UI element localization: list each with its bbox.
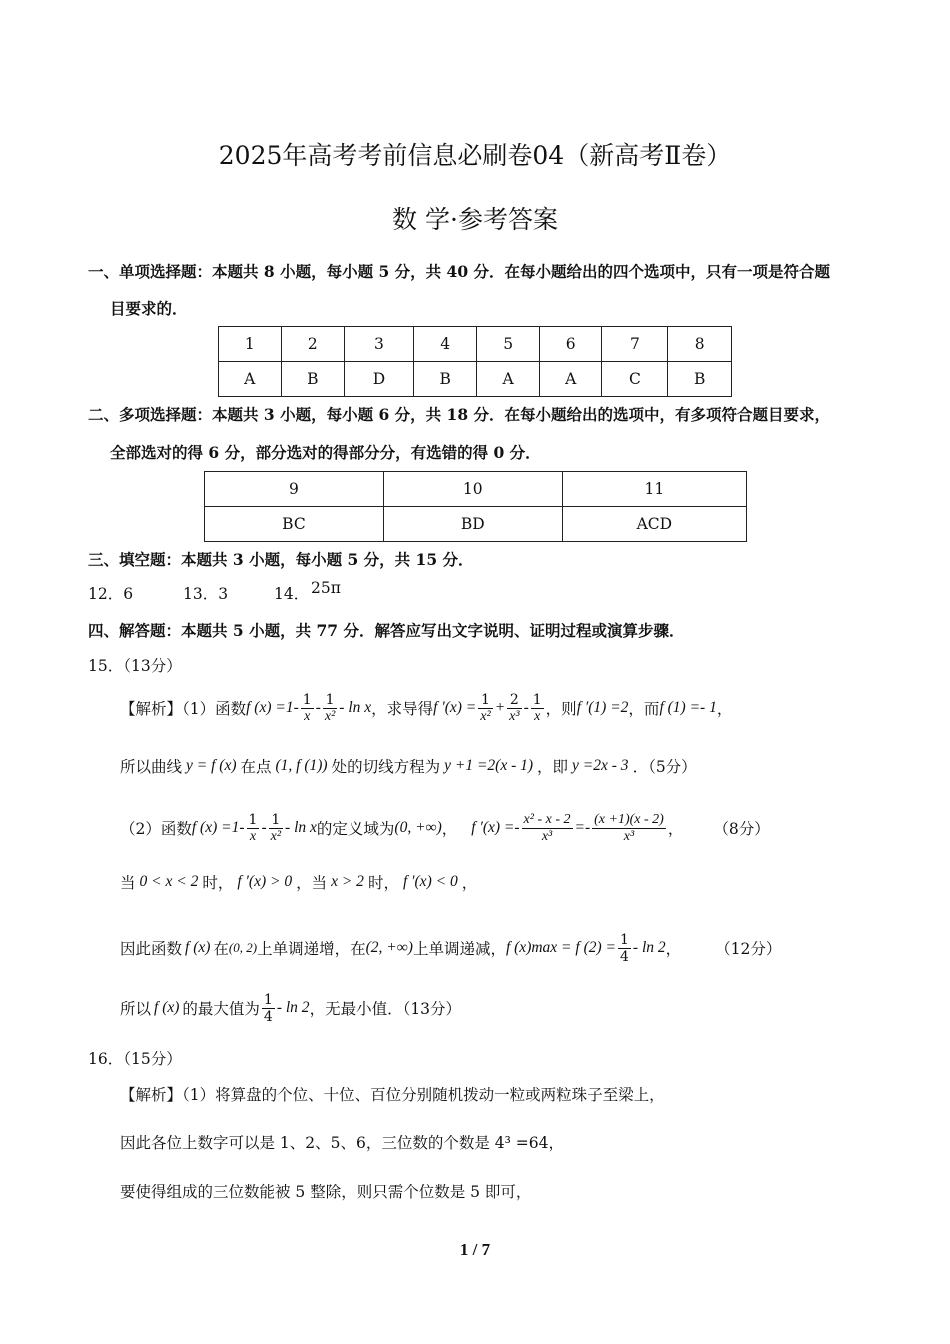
table-cell: 7 [602, 327, 668, 362]
text: 处的切线方程为 [331, 758, 441, 776]
text: ，而 [628, 700, 660, 718]
frac-den: x³ [623, 828, 635, 844]
math-int1: 0 < x < 2 [139, 873, 199, 890]
table-cell: 11 [562, 472, 746, 507]
table-cell: A [539, 362, 602, 397]
text: ， [461, 874, 478, 892]
table-cell: B [668, 362, 732, 397]
fraction [531, 692, 544, 725]
math-lnx: - ln x [285, 819, 317, 836]
frac-num: x² - x - 2 [523, 811, 571, 827]
answer-q13: 13．3 [183, 585, 229, 603]
text: 在 [213, 940, 229, 958]
fraction [323, 692, 337, 725]
frac-num: 1 [263, 991, 273, 1008]
q15-line1 [120, 686, 732, 730]
q16-line1: 【解析】（1）将算盘的个位、十位、百位分别随机拨动一粒或两粒珠子至梁上， [120, 1086, 665, 1104]
q16-line2: 因此各位上数字可以是 1、2、5、6，三位数的个数是 4³ =64， [120, 1134, 565, 1152]
frac-num: 1 [323, 692, 337, 709]
table-cell: 8 [668, 327, 732, 362]
table-cell: BC [205, 507, 384, 542]
frac-num: 1 [248, 811, 258, 828]
frac-den: x [249, 828, 257, 844]
fraction [478, 692, 492, 725]
table-cell: B [281, 362, 345, 397]
text: ．（5分） [632, 758, 697, 776]
text: 上单调递减， [412, 940, 506, 958]
math-ln2: - ln 2 [276, 999, 310, 1016]
table-cell: 4 [413, 327, 477, 362]
text: 的最大值为 [182, 1000, 260, 1018]
table-cell: 6 [539, 327, 602, 362]
frac-num: 1 [619, 931, 629, 948]
answer-table-1-answer-row [219, 362, 732, 397]
q15-line4 [120, 864, 477, 900]
text: （2）函数 [120, 820, 192, 838]
text: 所以曲线 [120, 758, 183, 776]
math-domain: (0, +∞) [394, 819, 442, 836]
math-int2: x > 2 [331, 873, 364, 890]
frac-num: 1 [302, 691, 312, 708]
math-eq: =- [574, 819, 591, 836]
frac-den: x² [480, 708, 491, 724]
answer-table-2 [204, 471, 747, 542]
table-cell: 10 [383, 472, 562, 507]
fraction [247, 812, 260, 845]
math-fx-short: f (x) [185, 939, 211, 956]
table-cell: 5 [477, 327, 540, 362]
answer-q14-label: 14． [274, 585, 310, 603]
section3-heading: 三、填空题：本题共 3 小题，每小题 5 分，共 15 分． [88, 550, 474, 569]
math-curve: y = f (x) [186, 757, 237, 774]
fraction [522, 812, 573, 845]
q15-line3 [120, 806, 770, 850]
text: ， [667, 820, 684, 838]
table-cell: 2 [281, 327, 345, 362]
text: 在点 [240, 758, 272, 776]
table-cell: B [413, 362, 477, 397]
answer-q12: 12．6 [88, 585, 134, 603]
text: ，无最小值．（13分） [309, 1000, 462, 1018]
page-subtitle: 数 学·参考答案 [392, 205, 558, 234]
frac-num: 2 [507, 692, 521, 709]
text: 【解析】（1）函数 [120, 700, 247, 718]
math-tangent: y +1 =2(x - 1) [444, 757, 534, 774]
math-neg: f ′(x) < 0 [402, 873, 458, 890]
table-cell: 9 [205, 472, 384, 507]
answer-table-2-header-row [205, 472, 747, 507]
text: 所以 [120, 1000, 152, 1018]
answer-q14-value: 25π [311, 579, 341, 597]
fraction [592, 812, 666, 845]
fraction [269, 812, 283, 845]
math-f1: f (1) =- 1 [659, 699, 717, 716]
math-deriv: f ′(x) = [433, 699, 477, 716]
math-fx-short: f (x) [154, 999, 180, 1016]
score-note: （12分） [715, 940, 782, 958]
text: ，求导得 [371, 700, 434, 718]
frac-num: (x +1)(x - 2) [594, 811, 664, 827]
table-cell: C [602, 362, 668, 397]
answer-table-1 [218, 326, 732, 397]
q15-line5 [120, 926, 781, 970]
text: ， [441, 820, 458, 838]
math-minus: - [523, 699, 529, 716]
text: ，则 [545, 700, 577, 718]
table-cell: 1 [219, 327, 282, 362]
table-cell: A [219, 362, 282, 397]
table-cell: A [477, 362, 540, 397]
section4-heading: 四、解答题：本题共 5 小题，共 77 分．解答应写出文字说明、证明过程或演算步骤． [88, 621, 685, 640]
q15-line6 [120, 986, 461, 1030]
q15-header: 15．（13分） [88, 657, 182, 675]
score-note: （8分） [713, 820, 770, 838]
math-lnx: - ln x [339, 699, 372, 716]
frac-num: 1 [269, 812, 283, 829]
section2-heading-cont: 全部选对的得 6 分，部分选对的得部分分，有选错的得 0 分． [110, 443, 541, 462]
frac-den: x³ [541, 828, 553, 844]
table-cell: 3 [345, 327, 414, 362]
frac-den: x³ [509, 708, 520, 724]
math-pos: f ′(x) > 0 [237, 873, 293, 890]
text: 当 [120, 874, 136, 892]
math-max: f (x)max = f (2) = [505, 939, 616, 956]
text: 的定义域为 [316, 820, 395, 838]
math-point: (1, f (1)) [275, 757, 328, 774]
page-number: 1 / 7 [459, 1240, 491, 1259]
text: 上单调递增，在 [257, 940, 366, 958]
math-ln2: - ln 2 [632, 939, 666, 956]
text: 因此函数 [120, 940, 183, 958]
frac-den: 4 [263, 1008, 273, 1025]
math-fx: f (x) =1- [246, 699, 299, 716]
text: ， [665, 940, 682, 958]
math-interval1: (0, 2) [228, 940, 258, 955]
frac-num: 1 [532, 691, 542, 708]
math-minus: - [261, 819, 267, 836]
answer-table-1-header-row [219, 327, 732, 362]
frac-den: 4 [619, 948, 629, 965]
fraction [301, 692, 314, 725]
text: ，当 [296, 874, 328, 892]
math-fx: f (x) =1- [191, 819, 245, 836]
frac-den: x² [324, 708, 336, 724]
page-title: 2025年高考考前信息必刷卷04（新高考Ⅱ卷） [218, 141, 732, 170]
math-f1p: f ′(1) =2 [576, 699, 629, 716]
section1-heading-cont: 目要求的． [110, 299, 188, 318]
math-line: y =2x - 3 [572, 757, 629, 774]
section2-heading: 二、多项选择题：本题共 3 小题，每小题 6 分，共 18 分．在每小题给出的选项中，有多项符合题目要求， [88, 405, 831, 424]
math-plus: + [494, 699, 506, 716]
math-minus: - [315, 699, 321, 716]
frac-num: 1 [478, 692, 492, 709]
q16-header: 16．（15分） [88, 1050, 182, 1068]
frac-den: x² [270, 828, 282, 844]
text: 时， [202, 874, 234, 892]
table-cell: ACD [562, 507, 746, 542]
math-interval2: (2, +∞) [365, 939, 413, 956]
section1-heading: 一、单项选择题：本题共 8 小题，每小题 5 分，共 40 分．在每小题给出的四个选项中，只有一项是符合题 [88, 262, 831, 281]
text: 时， [367, 874, 399, 892]
q15-line2 [120, 748, 697, 784]
fraction [262, 992, 275, 1025]
frac-den: x [304, 708, 311, 724]
q16-line3: 要使得组成的三位数能被 5 整除，则只需个位数是 5 即可， [120, 1183, 532, 1201]
table-cell: D [345, 362, 414, 397]
math-deriv2: f ′(x) =- [471, 819, 520, 836]
text: ， [716, 700, 733, 718]
fraction [507, 692, 521, 725]
fraction [618, 932, 631, 965]
text: ，即 [537, 758, 569, 776]
answer-table-2-answer-row [205, 507, 747, 542]
table-cell: BD [383, 507, 562, 542]
frac-den: x [534, 708, 541, 724]
